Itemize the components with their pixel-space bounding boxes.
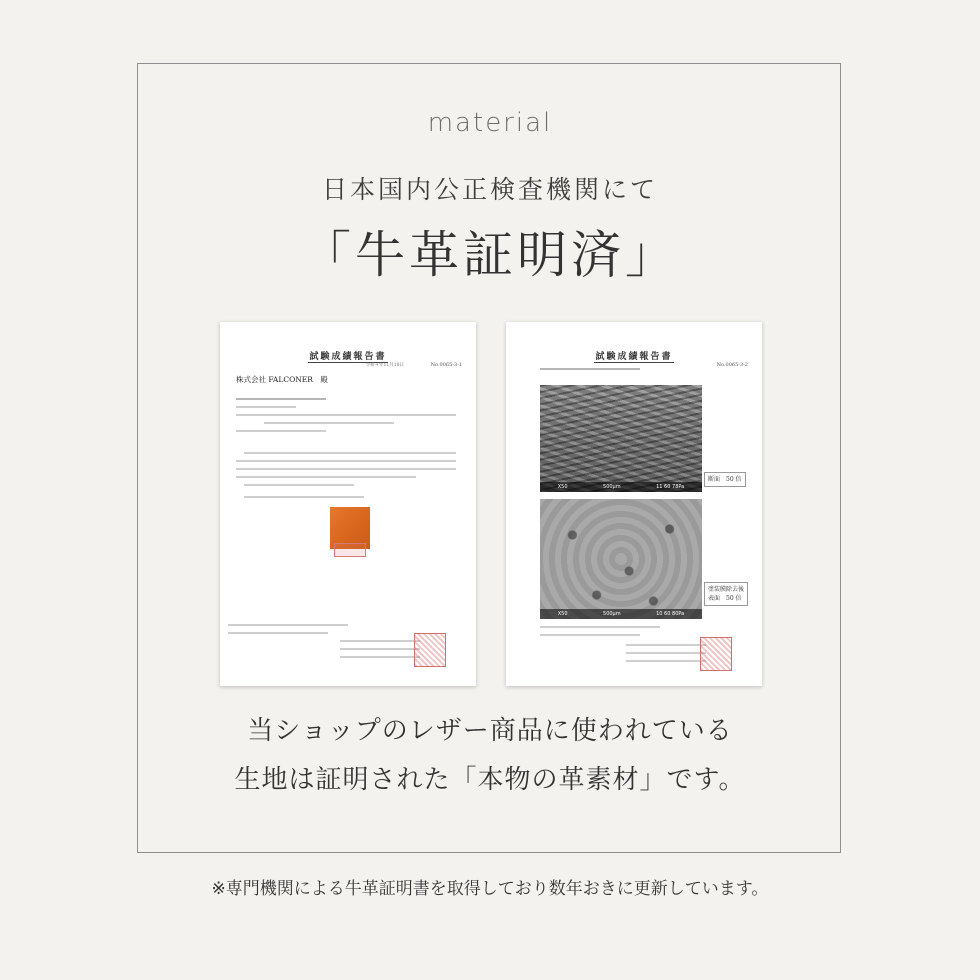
text-line: [236, 430, 326, 432]
scale-bar: [540, 482, 702, 492]
footnote: ※専門機関による牛革証明書を取得しており数年おきに更新しています。: [211, 879, 769, 899]
scale-magnification: X50: [557, 611, 568, 617]
text-line: [236, 460, 456, 462]
text-line: [228, 624, 348, 626]
text-line: [244, 484, 354, 486]
text-line: [626, 644, 706, 646]
text-line: [236, 406, 296, 408]
certificate-number: No.0065-3-2: [716, 362, 748, 368]
text-line: [340, 656, 420, 658]
text-line: [540, 368, 640, 370]
section-eyebrow: material: [427, 108, 553, 138]
scale-length: 500μm: [603, 484, 621, 490]
text-line: [340, 648, 420, 650]
section-title: 「牛革証明済」: [301, 226, 679, 284]
text-line: [236, 398, 326, 400]
certificate-number: No.0065-3-1: [430, 362, 462, 368]
text-line: [236, 414, 456, 416]
text-line: [626, 652, 706, 654]
micrograph-caption: 塗装膜除去後 表面 50 倍: [704, 582, 748, 606]
text-line: [236, 468, 456, 470]
red-stamp: [414, 633, 446, 667]
section-subtitle: 日本国内公正検査機関にて: [321, 175, 658, 204]
micrograph-caption: 断面 50 倍: [704, 472, 746, 487]
red-stamp: [700, 637, 732, 671]
description-line-2: 生地は証明された「本物の革素材」です。: [234, 765, 746, 795]
text-line: [236, 476, 416, 478]
text-line: [340, 640, 420, 642]
scale-pressure: 11 60 78Pa: [656, 484, 685, 490]
text-line: [264, 422, 394, 424]
surface-micrograph: [540, 499, 702, 619]
scale-pressure: 10 60 80Pa: [656, 611, 685, 617]
text-line: [540, 626, 660, 628]
text-line: [228, 632, 328, 634]
certificate-title: 試験成績報告書: [595, 352, 673, 362]
text-line: [540, 634, 640, 636]
certificate-document-1: [220, 322, 476, 686]
certificate-document-2: [506, 322, 762, 686]
title-underline: [594, 362, 674, 363]
scale-bar: [540, 609, 702, 619]
text-line: [244, 496, 364, 498]
cross-section-micrograph: [540, 385, 702, 492]
text-line: [626, 660, 706, 662]
description-line-1: 当ショップのレザー商品に使われている: [247, 716, 733, 746]
sample-seal: [334, 543, 366, 557]
scale-magnification: X50: [557, 484, 568, 490]
certificate-date: 令和４年11月10日: [365, 363, 404, 368]
text-line: [244, 452, 456, 454]
certificate-addressee: 株式会社 FALCONER 殿: [236, 375, 328, 384]
scale-length: 500μm: [603, 611, 621, 617]
certificate-title: 試験成績報告書: [309, 352, 387, 362]
